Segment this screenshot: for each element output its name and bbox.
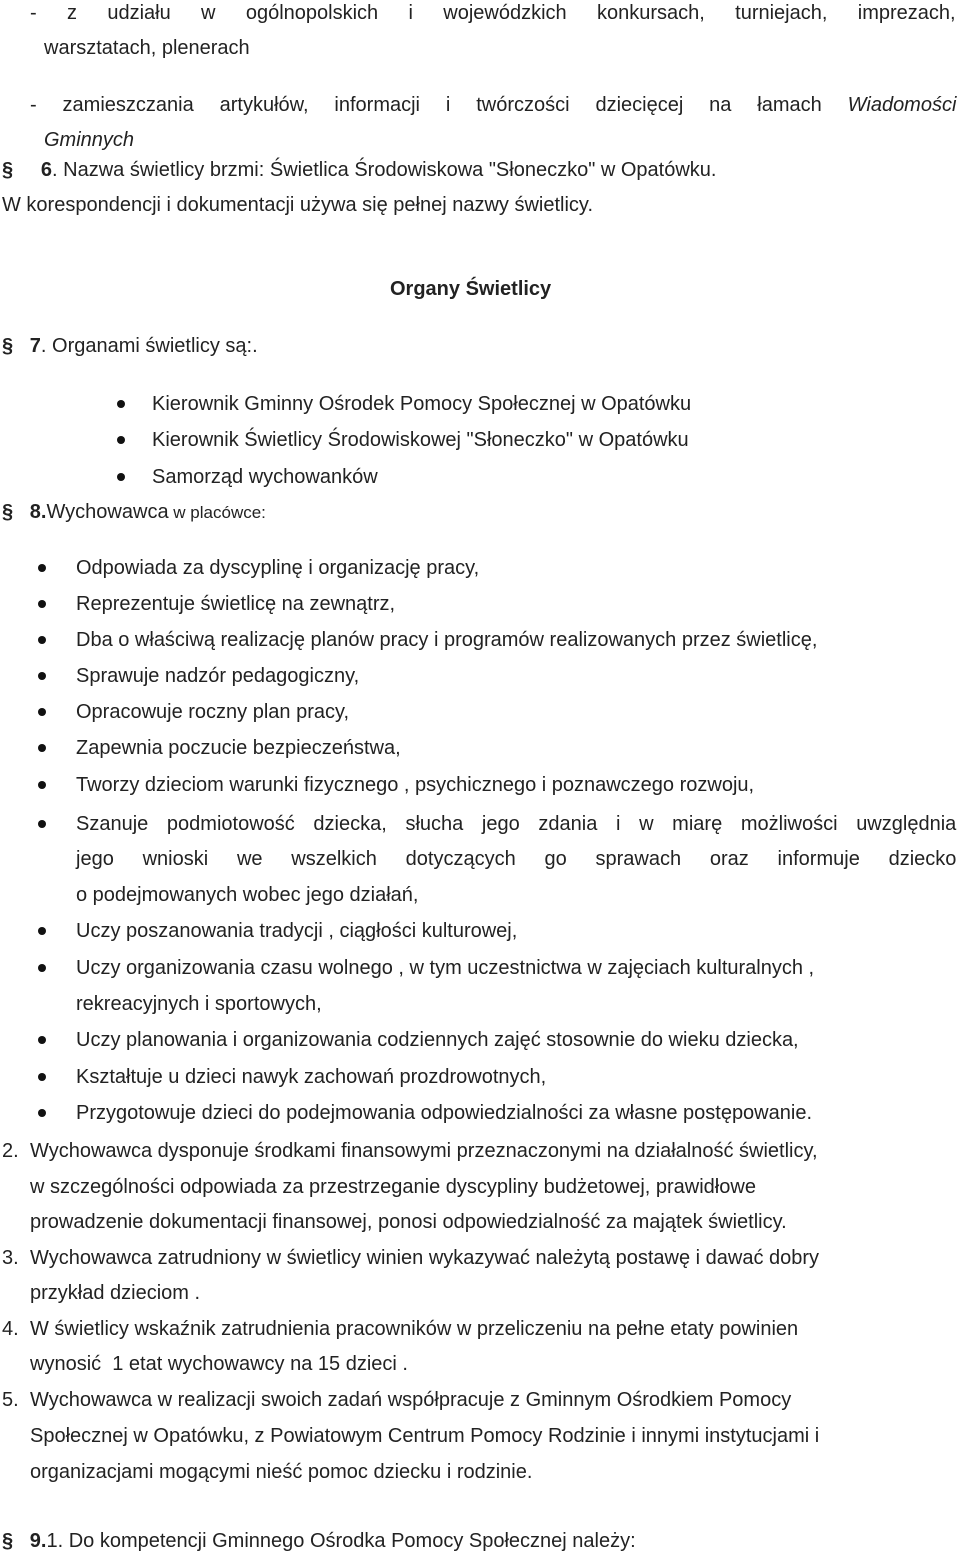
duty-9: Uczy poszanowania tradycji , ciągłości kulturowej, <box>76 920 518 942</box>
section-sign: § <box>2 335 14 357</box>
bullet <box>38 564 46 572</box>
bullet <box>38 600 46 608</box>
paragraph-5-line-a: Wychowawca w realizacji swoich zadań współpracuje z Gminnym Ośrodkiem Pomocy <box>30 1389 792 1411</box>
paragraph-3-line-a: Wychowawca zatrudniony w świetlicy winien wykazywać należytą postawę i dawać dobry <box>30 1247 820 1269</box>
top-line-2a-plain: - zamieszczania artykułów, informacji i twórczości dziecięcej na łamach <box>30 94 848 116</box>
organ-item-1: Kierownik Gminny Ośrodek Pomocy Społecznej w Opatówku <box>152 393 692 415</box>
bullet <box>38 1036 46 1044</box>
duty-7: Tworzy dzieciom warunki fizycznego , psychicznego i poznawczego rozwoju, <box>76 774 755 796</box>
section-6-text-a: . Nazwa świetlicy brzmi: Świetlica Środowiskowa "Słoneczko" w Opatówku. <box>52 159 717 181</box>
duty-10-line-a: Uczy organizowania czasu wolnego , w tym uczestnictwa w zajęciach kulturalnych , <box>76 957 815 979</box>
section-sign: § <box>2 501 14 523</box>
section-8-title: Wychowawca <box>46 501 169 523</box>
paragraph-5-line-b: Społecznej w Opatówku, z Powiatowym Centrum Pomocy Rodzinie i innymi instytucjami i <box>30 1425 820 1447</box>
section-7-text: . Organami świetlicy są:. <box>40 335 258 357</box>
top-line-2a-italic: Wiadomości <box>847 94 957 116</box>
duty-10-line-b: rekreacyjnych i sportowych, <box>76 993 322 1015</box>
bullet <box>38 744 46 752</box>
section-6-number: 6 <box>40 159 53 181</box>
bullet <box>38 820 46 828</box>
duty-8-line-b: jego wnioski we wszelkich dotyczących go sprawach oraz informuje dziecko <box>76 848 957 870</box>
section-sign: § <box>2 159 14 181</box>
paragraph-4-number: 4. <box>2 1318 19 1340</box>
bullet <box>38 1073 46 1081</box>
paragraph-4-line-b: wynosić 1 etat wychowawcy na 15 dzieci . <box>30 1353 408 1375</box>
bullet <box>38 781 46 789</box>
section-6-line-b: W korespondencji i dokumentacji używa się pełnej nazwy świetlicy. <box>2 194 593 216</box>
paragraph-2-line-b: w szczególności odpowiada za przestrzeganie dyscypliny budżetowej, prawidłowe <box>30 1176 756 1198</box>
paragraph-4-line-a: W świetlicy wskaźnik zatrudnienia pracowników w przeliczeniu na pełne etaty powinien <box>30 1318 799 1340</box>
duty-2: Reprezentuje świetlicę na zewnątrz, <box>76 593 396 615</box>
paragraph-2-number: 2. <box>2 1140 19 1162</box>
top-line-2a <box>30 93 956 117</box>
section-8-line <box>2 500 266 525</box>
heading-organy-swietlicy: Organy Świetlicy <box>390 278 552 300</box>
section-7-number: 7 <box>29 335 41 357</box>
bullet <box>38 964 46 972</box>
paragraph-3-line-b: przykład dzieciom . <box>30 1282 201 1304</box>
duty-5: Opracowuje roczny plan pracy, <box>76 701 350 723</box>
organ-item-3: Samorząd wychowanków <box>152 466 378 488</box>
bullet <box>38 636 46 644</box>
duty-8-line-a: Szanuje podmiotowość dziecka, słucha jego zdania i w miarę możliwości uwzględnia <box>76 813 957 835</box>
section-7-line <box>2 334 258 358</box>
duty-12: Kształtuje u dzieci nawyk zachowań prozdrowotnych, <box>76 1066 547 1088</box>
bullet <box>38 672 46 680</box>
paragraph-2-line-c: prowadzenie dokumentacji finansowej, ponosi odpowiedzialność za majątek świetlicy. <box>30 1211 787 1233</box>
duty-1: Odpowiada za dyscyplinę i organizację pracy, <box>76 557 480 579</box>
top-line-1a-text: - z udziału w ogólnopolskich i wojewódzkich konkursach, turniejach, imprezach, <box>30 2 956 24</box>
duty-3: Dba o właściwą realizację planów pracy i programów realizowanych przez świetlicę, <box>76 629 818 651</box>
section-9-number: 9. <box>29 1530 47 1552</box>
duty-8-line-c: o podejmowanych wobec jego działań, <box>76 884 419 906</box>
duty-6: Zapewnia poczucie bezpieczeństwa, <box>76 737 401 759</box>
bullet <box>38 1109 46 1117</box>
bullet <box>38 927 46 935</box>
duty-11: Uczy planowania i organizowania codziennych zajęć stosownie do wieku dziecka, <box>76 1029 799 1051</box>
section-9-line <box>2 1529 636 1553</box>
paragraph-3-number: 3. <box>2 1247 19 1269</box>
section-sign: § <box>2 1530 14 1552</box>
bullet <box>117 400 125 408</box>
bullet <box>38 708 46 716</box>
top-line-2b: Gminnych <box>44 129 135 151</box>
bullet <box>117 436 125 444</box>
top-line-1a <box>30 1 956 25</box>
section-8-title-rest: w placówce: <box>168 503 266 522</box>
paragraph-5-number: 5. <box>2 1389 19 1411</box>
bullet <box>117 473 125 481</box>
duty-4: Sprawuje nadzór pedagogiczny, <box>76 665 360 687</box>
section-8-number: 8. <box>29 501 47 523</box>
section-9-text: 1. Do kompetencji Gminnego Ośrodka Pomocy Społecznej należy: <box>46 1530 636 1552</box>
organ-item-2: Kierownik Świetlicy Środowiskowej "Słoneczko" w Opatówku <box>152 429 689 451</box>
paragraph-2-line-a: Wychowawca dysponuje środkami finansowymi przeznaczonymi na działalność świetlicy, <box>30 1140 818 1162</box>
top-line-1b: warsztatach, plenerach <box>44 37 250 59</box>
section-6-line-a <box>2 158 716 182</box>
duty-13: Przygotowuje dzieci do podejmowania odpowiedzialności za własne postępowanie. <box>76 1102 812 1124</box>
paragraph-5-line-c: organizacjami mogącymi nieść pomoc dziecku i rodzinie. <box>30 1461 533 1483</box>
